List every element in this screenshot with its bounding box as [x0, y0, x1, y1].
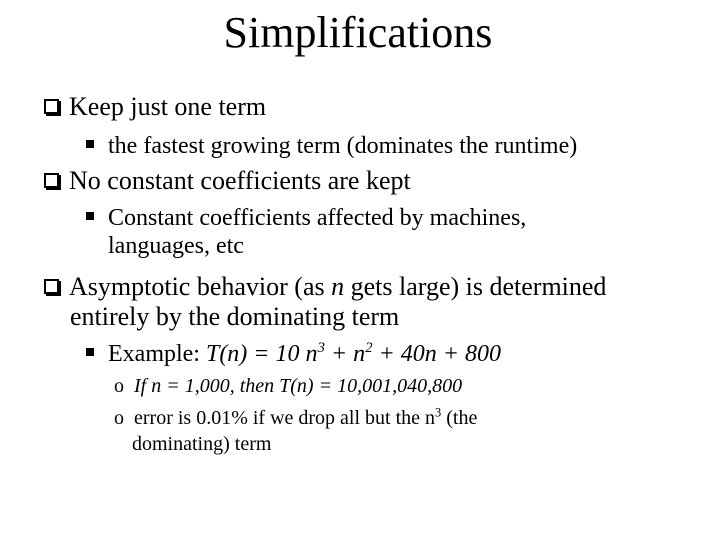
sub-sub-bullet-if-n: [114, 374, 462, 398]
sub-sub-bullet-error-cont: dominating) term: [132, 433, 272, 455]
sub-bullet-example: [86, 340, 501, 368]
sub-sub-bullet-error: [114, 406, 477, 430]
filled-square-bullet-icon: [86, 212, 94, 220]
bullet-text-b: (the: [441, 407, 478, 429]
bullet-text-a: error is 0.01% if we drop all but the n: [134, 407, 436, 429]
sub-bullet-constant-coefficients-cont: languages, etc: [108, 233, 244, 259]
formula-part: + n: [324, 341, 366, 367]
variable-n: n: [331, 272, 345, 301]
hollow-square-bullet-icon: [44, 279, 59, 294]
hollow-square-bullet-icon: [44, 173, 59, 188]
bullet-text: No constant coefficients are kept: [69, 166, 411, 195]
filled-square-bullet-icon: [86, 348, 94, 356]
bullet-text: the fastest growing term (dominates the runtime): [108, 133, 578, 159]
formula-part: T(n) = 10 n: [205, 341, 318, 367]
sub-bullet-constant-coefficients: [86, 204, 526, 232]
exponent: 3: [435, 405, 442, 420]
filled-square-bullet-icon: [86, 140, 94, 148]
bullet-text: Constant coefficients affected by machines,: [108, 205, 527, 231]
bullet-no-constants: [44, 166, 411, 196]
example-formula: [206, 341, 501, 367]
circle-bullet-icon: o: [114, 375, 124, 397]
bullet-text: Keep just one term: [69, 92, 267, 121]
slide-title: Simplifications: [223, 8, 493, 57]
formula-part: + 40n + 800: [372, 341, 501, 367]
formula-exponent: 3: [317, 340, 325, 357]
example-lead: Example:: [108, 341, 206, 367]
circle-bullet-icon: o: [114, 407, 124, 429]
bullet-text: If n = 1,000, then T(n) = 10,001,040,800: [134, 375, 463, 397]
hollow-square-bullet-icon: [44, 99, 59, 114]
sub-bullet-fastest-term: [86, 132, 577, 160]
bullet-asymptotic-behavior: [44, 272, 606, 302]
bullet-asymptotic-behavior-cont: entirely by the dominating term: [70, 302, 400, 331]
formula-exponent: 2: [365, 340, 373, 357]
bullet-text-a: Asymptotic behavior (as: [69, 272, 332, 301]
bullet-keep-one-term: [44, 92, 266, 122]
bullet-text-b: gets large) is determined: [344, 272, 607, 301]
